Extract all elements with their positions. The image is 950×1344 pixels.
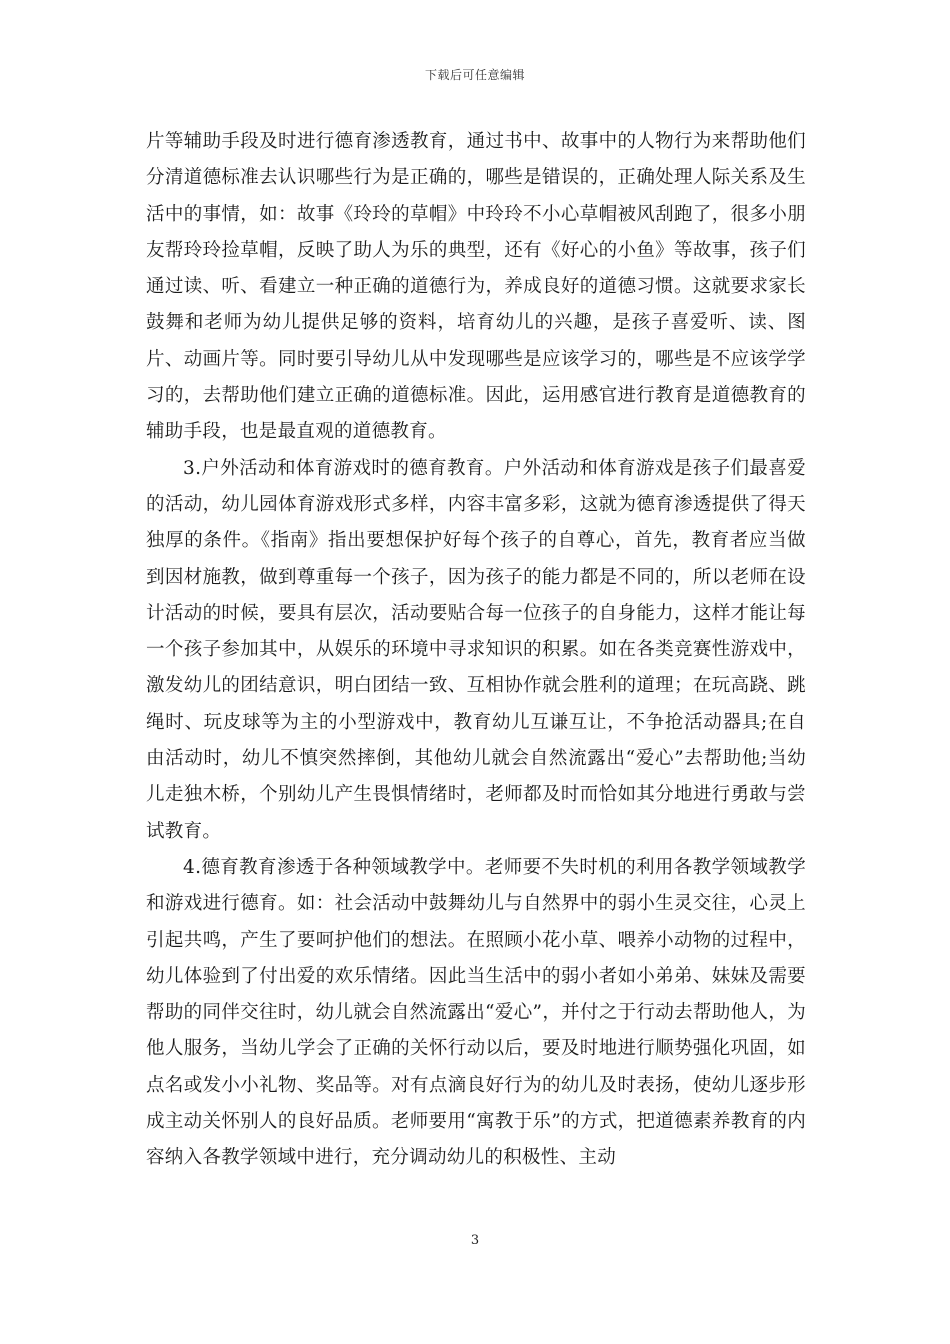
- page-number: 3: [470, 1233, 480, 1248]
- paragraph-domain-teaching: 4.德育教育渗透于各种领域教学中。老师要不失时机的利用各教学领域教学和游戏进行德育。如：社会活动中鼓舞幼儿与自然界中的弱小生灵交往，心灵上引起共鸣，产生了要呵护他们的想法。在照顾小花小草、喂养小动物的过程中，幼儿体验到了付出爱的欢乐情绪。因此当生活中的弱小者如小弟弟、妹妹及需要帮助的同伴交往时，幼儿就会自然流露出“爱心”，并付之于行动去帮助他人，为他人服务，当幼儿学会了正确的关怀行动以后，要及时地进行顺势强化巩固，如点名或发小小礼物、奖品等。对有点滴良好行为的幼儿及时表扬，使幼儿逐步形成主动关怀别人的良好品质。老师要用“寓教于乐”的方式，把道德素养教育的内容纳入各教学领域中进行，充分调动幼儿的积极性、主动: [146, 856, 806, 1169]
- paragraph-continued: 片等辅助手段及时进行德育渗透教育，通过书中、故事中的人物行为来帮助他们分清道德标准去认识哪些行为是正确的，哪些是错误的，正确处理人际关系及生活中的事情，如：故事《玲玲的草帽》中玲玲不小心草帽被风刮跑了，很多小朋友帮玲玲捡草帽，反映了助人为乐的典型，还有《好心的小鱼》等故事，孩子们通过读、听、看建立一种正确的道德行为，养成良好的道德习惯。这就要求家长鼓舞和老师为幼儿提供足够的资料，培育幼儿的兴趣，是孩子喜爱听、读、图片、动画片等。同时要引导幼儿从中发现哪些是应该学习的，哪些是不应该学学习的，去帮助他们建立正确的道德标准。因此，运用感官进行教育是道德教育的辅助手段，也是最直观的道德教育。: [146, 131, 806, 443]
- page-header: 下载后可任意编辑: [424, 68, 525, 82]
- paragraph-outdoor-activities: 3.户外活动和体育游戏时的德育教育。户外活动和体育游戏是孩子们最喜爱的活动，幼儿园体育游戏形式多样，内容丰富多彩，这就为德育渗透提供了得天独厚的条件。《指南》指出要想保护好每个孩子的自尊心，首先，教育者应当做到因材施教，做到尊重每一个孩子，因为孩子的能力都是不同的，所以老师在设计活动的时候，要具有层次，活动要贴合每一位孩子的自身能力，这样才能让每一个孩子参加其中，从娱乐的环境中寻求知识的积累。如在各类竞赛性游戏中，激发幼儿的团结意识，明白团结一致、互相协作就会胜利的道理；在玩高跷、跳绳时、玩皮球等为主的小型游戏中，教育幼儿互谦互让，不争抢活动器具;在自由活动时，幼儿不慎突然摔倒，其他幼儿就会自然流露出“爱心”去帮助他;当幼儿走独木桥，个别幼儿产生畏惧情绪时，老师都及时而恰如其分地进行勇敢与尝试教育。: [146, 457, 806, 842]
- document-body: [146, 124, 806, 1177]
